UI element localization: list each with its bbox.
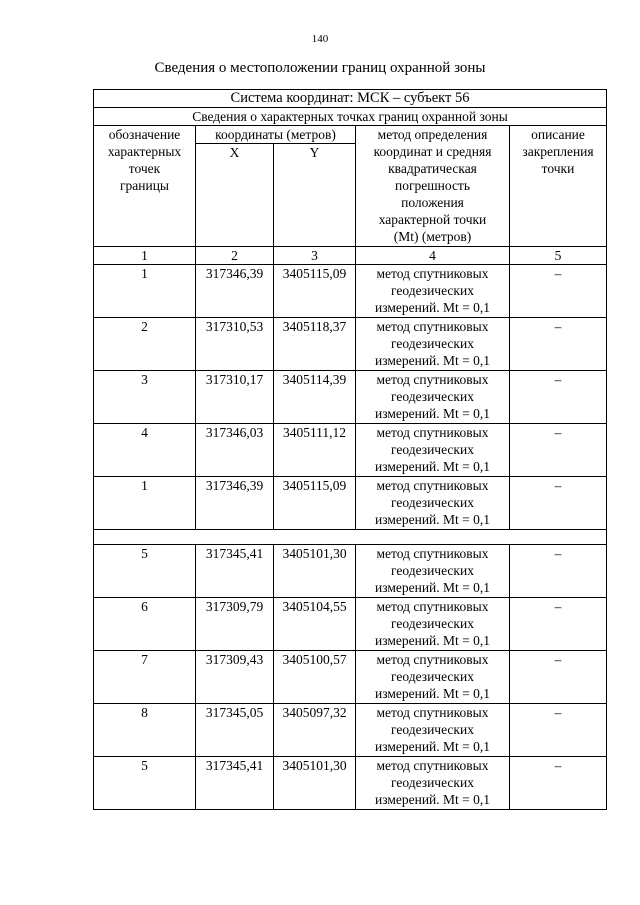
header-method-line: положения — [401, 195, 464, 210]
x-cell: 317345,41 — [196, 757, 274, 810]
method-line: метод спутниковых — [376, 425, 489, 440]
point-cell: 8 — [94, 704, 196, 757]
method-line: геодезических — [391, 283, 474, 298]
y-cell: 3405114,39 — [274, 371, 356, 424]
header-description-line: закрепления — [522, 144, 594, 159]
method-cell — [356, 651, 510, 704]
method-line: метод спутниковых — [376, 652, 489, 667]
header-method-line: метод определения — [377, 127, 488, 142]
method-cell — [356, 371, 510, 424]
description-cell: – — [510, 598, 607, 651]
table-row — [94, 371, 607, 424]
point-cell: 3 — [94, 371, 196, 424]
description-cell: – — [510, 545, 607, 598]
header-point-label — [94, 126, 196, 247]
header-y: Y — [274, 144, 356, 247]
method-line: геодезических — [391, 722, 474, 737]
method-line: измерений. Mt = 0,1 — [374, 686, 491, 701]
x-cell: 317346,39 — [196, 477, 274, 530]
table-row — [94, 704, 607, 757]
header-point-label-line: точек — [128, 161, 161, 176]
y-cell: 3405100,57 — [274, 651, 356, 704]
method-cell — [356, 265, 510, 318]
method-line: метод спутниковых — [376, 546, 489, 561]
separator-cell — [94, 530, 607, 545]
column-number: 5 — [510, 247, 607, 265]
table-row — [94, 598, 607, 651]
point-cell: 2 — [94, 318, 196, 371]
header-coordinates: координаты (метров) — [196, 126, 356, 144]
table-row — [94, 757, 607, 810]
method-line: метод спутниковых — [376, 478, 489, 493]
header-description-line: точки — [541, 161, 575, 176]
method-line: измерений. Mt = 0,1 — [374, 300, 491, 315]
y-cell: 3405101,30 — [274, 545, 356, 598]
description-cell: – — [510, 477, 607, 530]
point-cell: 1 — [94, 265, 196, 318]
table-row — [94, 424, 607, 477]
boundary-coordinates-table — [93, 89, 607, 810]
column-number: 3 — [274, 247, 356, 265]
header-method-line: погрешность — [394, 178, 470, 193]
method-line: геодезических — [391, 495, 474, 510]
x-cell: 317310,53 — [196, 318, 274, 371]
method-line: геодезических — [391, 616, 474, 631]
description-cell: – — [510, 651, 607, 704]
header-method-line: квадратическая — [388, 161, 477, 176]
header-method-line: характерной точки — [378, 212, 487, 227]
description-cell: – — [510, 704, 607, 757]
method-line: измерений. Mt = 0,1 — [374, 580, 491, 595]
method-line: метод спутниковых — [376, 372, 489, 387]
method-line: геодезических — [391, 775, 474, 790]
method-cell — [356, 757, 510, 810]
method-cell — [356, 704, 510, 757]
description-cell: – — [510, 424, 607, 477]
y-cell: 3405118,37 — [274, 318, 356, 371]
point-cell: 5 — [94, 545, 196, 598]
table-row — [94, 651, 607, 704]
method-cell — [356, 424, 510, 477]
method-line: геодезических — [391, 442, 474, 457]
table-row — [94, 545, 607, 598]
method-line: метод спутниковых — [376, 599, 489, 614]
point-cell: 6 — [94, 598, 196, 651]
description-cell: – — [510, 318, 607, 371]
method-line: измерений. Mt = 0,1 — [374, 459, 491, 474]
method-line: геодезических — [391, 336, 474, 351]
x-cell: 317309,43 — [196, 651, 274, 704]
point-cell: 5 — [94, 757, 196, 810]
method-line: метод спутниковых — [376, 266, 489, 281]
header-method-line: (Mt) (метров) — [393, 229, 472, 244]
method-line: геодезических — [391, 563, 474, 578]
column-number: 2 — [196, 247, 274, 265]
method-cell — [356, 545, 510, 598]
x-cell: 317345,05 — [196, 704, 274, 757]
header-point-label-line: обозначение — [108, 127, 181, 142]
method-line: метод спутниковых — [376, 705, 489, 720]
method-cell — [356, 477, 510, 530]
method-line: измерений. Mt = 0,1 — [374, 406, 491, 421]
column-number: 4 — [356, 247, 510, 265]
table-row — [94, 265, 607, 318]
x-cell: 317345,41 — [196, 545, 274, 598]
page-title: Сведения о местоположении границ охранной зоны — [154, 60, 486, 76]
header-description-line: описание — [531, 127, 585, 142]
table-row — [94, 477, 607, 530]
separator-row — [94, 530, 607, 545]
point-cell: 7 — [94, 651, 196, 704]
method-cell — [356, 318, 510, 371]
method-line: геодезических — [391, 389, 474, 404]
page-number: 140 — [311, 33, 329, 45]
method-line: метод спутниковых — [376, 758, 489, 773]
y-cell: 3405097,32 — [274, 704, 356, 757]
x-cell: 317346,03 — [196, 424, 274, 477]
point-cell: 4 — [94, 424, 196, 477]
y-cell: 3405115,09 — [274, 265, 356, 318]
column-number: 1 — [94, 247, 196, 265]
header-point-label-line: характерных — [107, 144, 182, 159]
method-line: измерений. Mt = 0,1 — [374, 739, 491, 754]
method-line: измерений. Mt = 0,1 — [374, 633, 491, 648]
description-cell: – — [510, 371, 607, 424]
x-cell: 317309,79 — [196, 598, 274, 651]
info-heading-cell: Сведения о характерных точках границ охранной зоны — [94, 108, 607, 126]
description-cell: – — [510, 265, 607, 318]
header-description — [510, 126, 607, 247]
table-row — [94, 318, 607, 371]
method-line: измерений. Mt = 0,1 — [374, 353, 491, 368]
y-cell: 3405101,30 — [274, 757, 356, 810]
y-cell: 3405115,09 — [274, 477, 356, 530]
method-line: метод спутниковых — [376, 319, 489, 334]
x-cell: 317310,17 — [196, 371, 274, 424]
point-cell: 1 — [94, 477, 196, 530]
header-x: X — [196, 144, 274, 247]
method-line: геодезических — [391, 669, 474, 684]
header-method — [356, 126, 510, 247]
method-line: измерений. Mt = 0,1 — [374, 792, 491, 807]
x-cell: 317346,39 — [196, 265, 274, 318]
method-line: измерений. Mt = 0,1 — [374, 512, 491, 527]
y-cell: 3405104,55 — [274, 598, 356, 651]
description-cell: – — [510, 757, 607, 810]
header-point-label-line: границы — [119, 178, 170, 193]
method-cell — [356, 598, 510, 651]
y-cell: 3405111,12 — [274, 424, 356, 477]
header-method-line: координат и средняя — [373, 144, 492, 159]
coordinate-system-cell: Система координат: МСК – субъект 56 — [94, 90, 607, 108]
